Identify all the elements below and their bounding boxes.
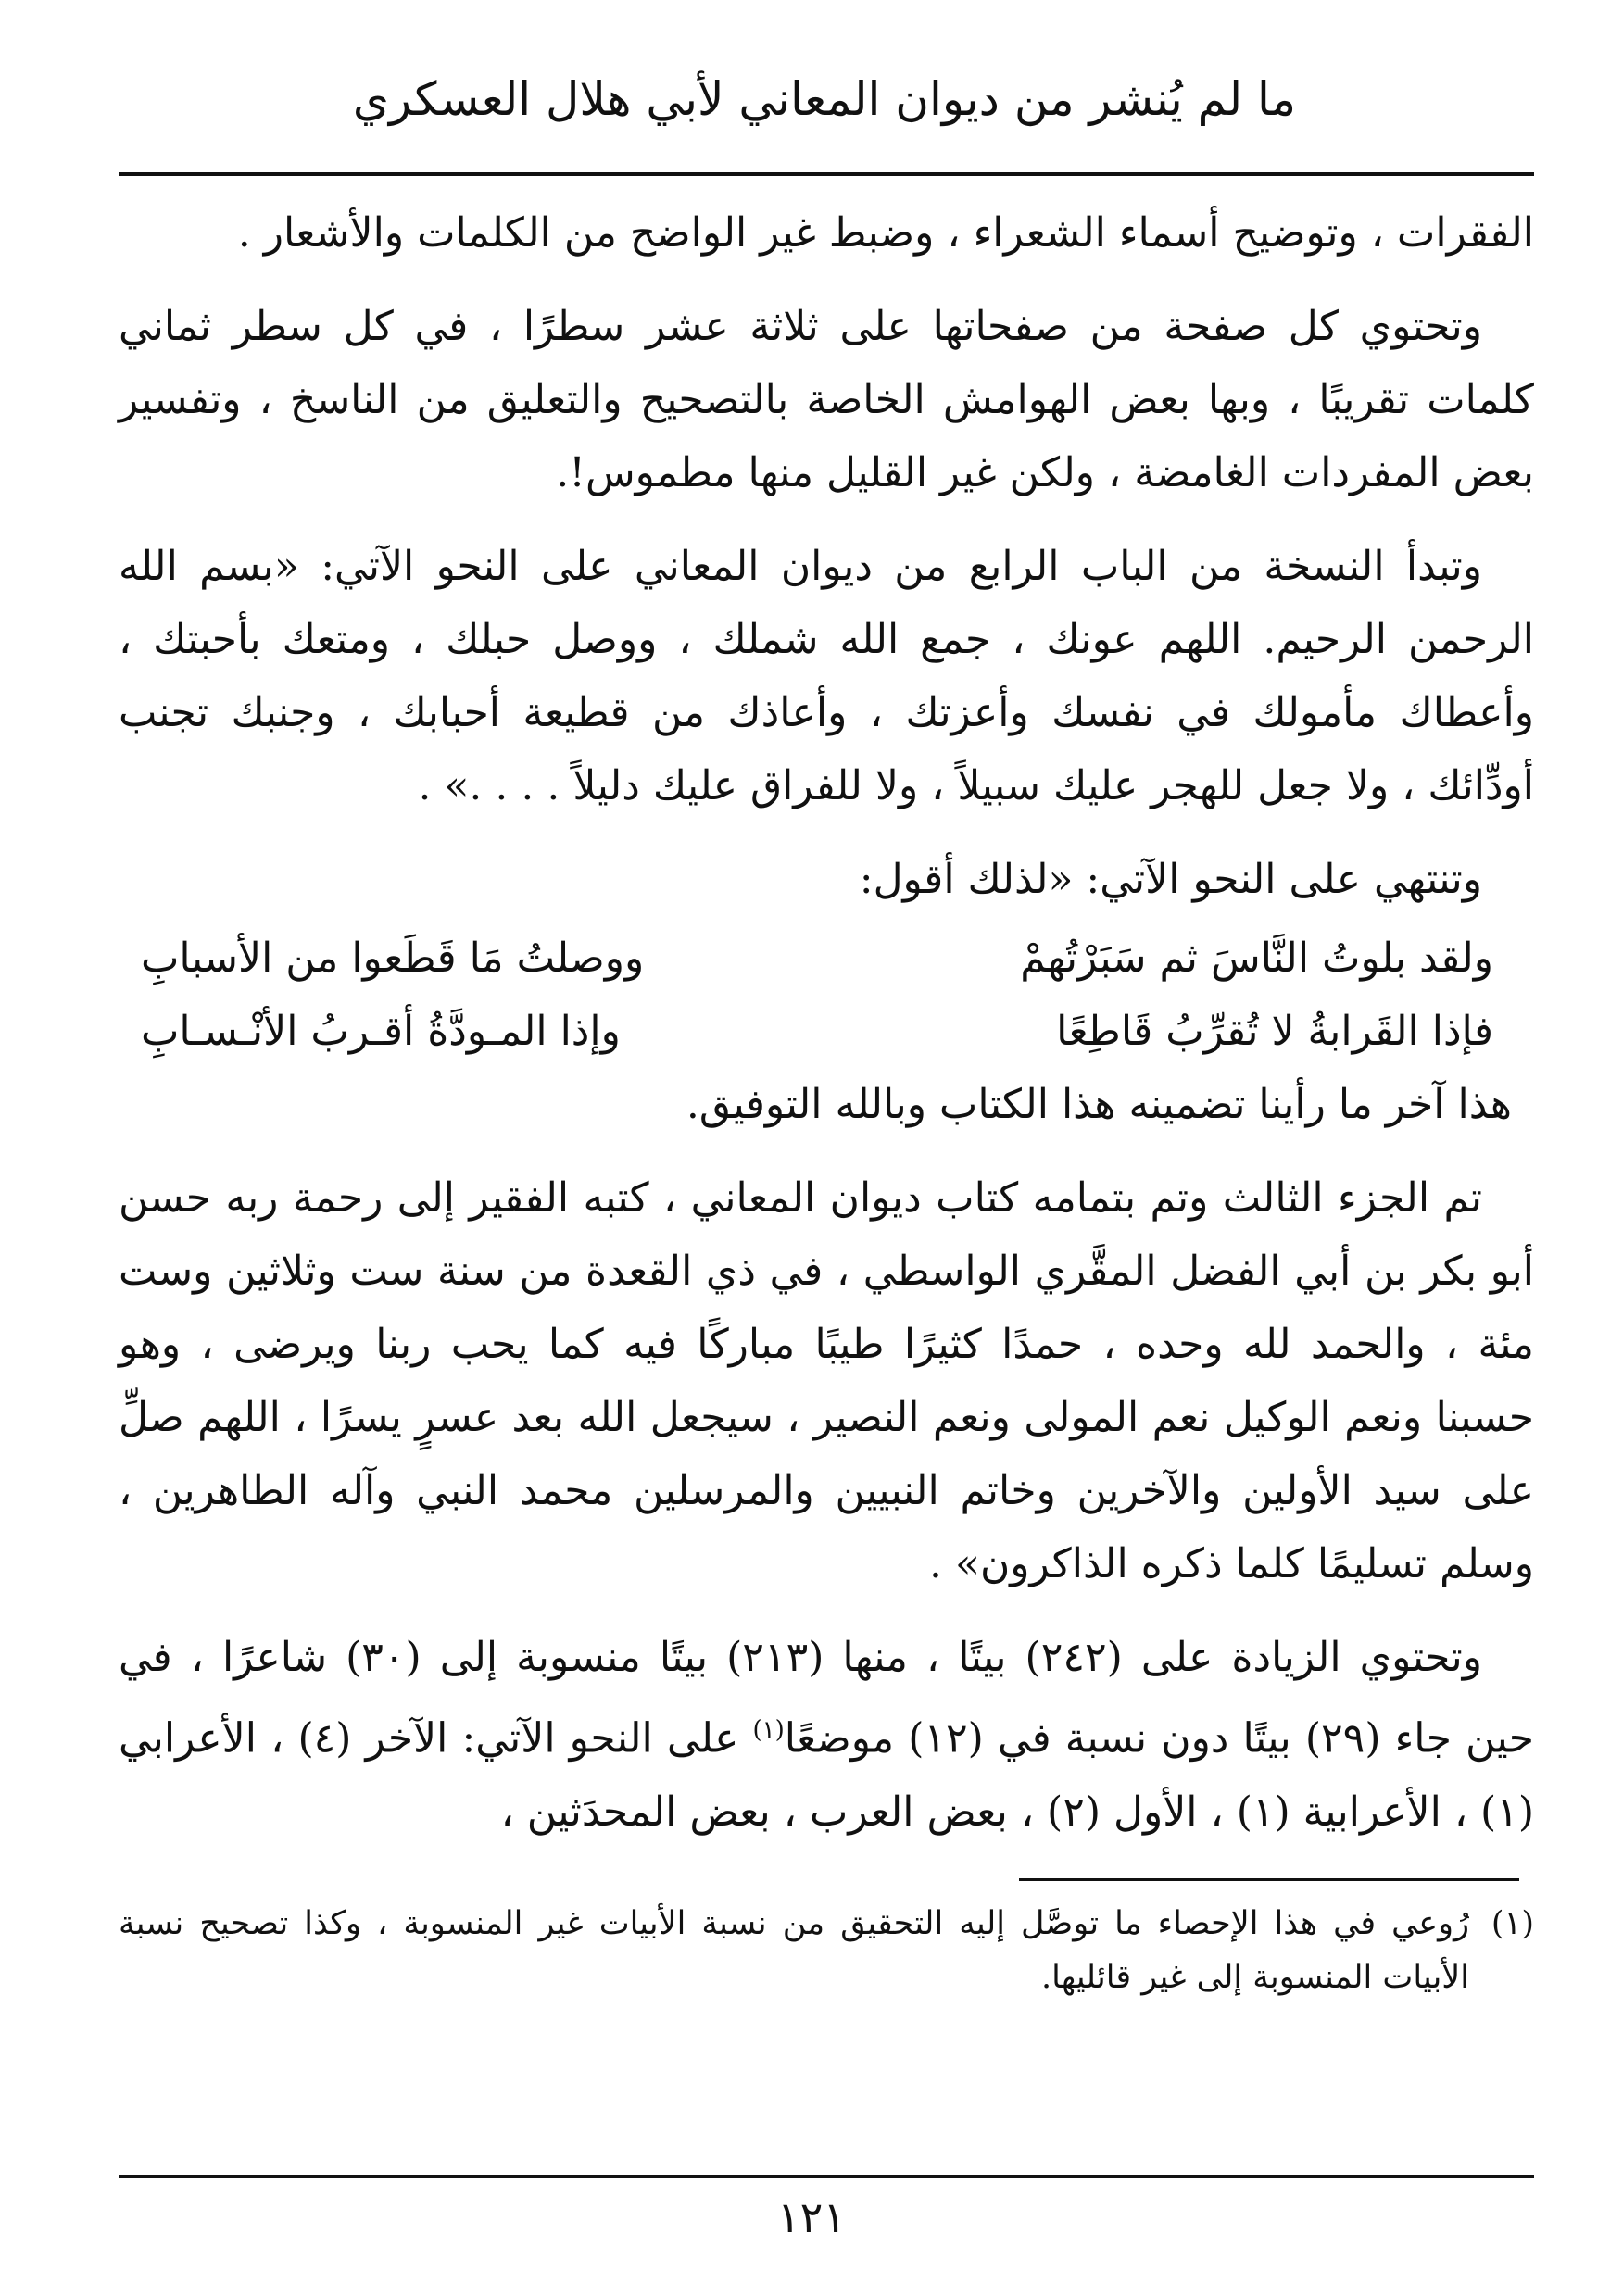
verse-first-hemistich: فإذا القَرابةُ لا تُقرِّبُ قَاطِعًا	[1056, 1008, 1493, 1055]
paragraph-1: الفقرات ، وتوضيح أسماء الشعراء ، وضبط غير الواضح من الكلمات والأشعار .	[237, 209, 1534, 257]
verse-line	[141, 922, 1493, 995]
paragraph-2: وتحتوي كل صفحة من صفحاتها على ثلاثة عشر سطرًا ، في كل سطر ثماني كلمات تقريبًا ، وبها بعض الهوامش الخاصة بالتصحيح والتعليق من الناسخ ، وتفسير بعض المفردات الغامضة ، ولكن غير القليل منها مطموس!.	[119, 303, 1534, 496]
footnote	[119, 1897, 1534, 2004]
footnote-separator	[1019, 1878, 1519, 1881]
verse-first-hemistich: ولقد بلوتُ النَّاسَ ثم سَبَرْتُهمْ	[1020, 935, 1493, 982]
paragraph-7	[119, 1621, 1534, 1849]
header-rule	[119, 172, 1534, 176]
paragraph-4: وتنتهي على النحو الآتي: «لذلك أقول:	[859, 856, 1482, 903]
page-number: ١٢١	[776, 2192, 847, 2242]
paragraph-3: وتبدأ النسخة من الباب الرابع من ديوان المعاني على النحو الآتي: «بسم الله الرحمن الرحيم. اللهم عونك ، جمع الله شملك ، ووصل حبلك ، ومتعك بأحبتك ، وأعطاك مأمولك في نفسك وأعزتك ، وأعاذك من قطيعة أحبابك ، وجنبك تجنب أودِّائك ، ولا جعل للهجر عليك سبيلاً ، ولا للفراق عليك دليلاً . . . .» .	[119, 543, 1534, 809]
paragraph-7-text: وتحتوي الزيادة على (٢٤٢) بيتًا ، منها (٢١٣) بيتًا منسوبة إلى (٣٠) شاعرًا ، في حين جاء (٢٩) بيتًا دون نسبة في (١٢) موضعًا	[119, 1634, 1535, 1763]
paragraph-7-continuation: على النحو الآتي: الآخر (٤) ، الأعرابي (١) ، الأعرابية (١) ، الأول (٢) ، بعض العرب ، بعض المحدَثين ،	[119, 1714, 1534, 1836]
footnote-number: (١)	[1491, 1905, 1534, 1942]
footnote-reference: (١)	[752, 1716, 785, 1744]
verse-second-hemistich: وإذا المـودَّةُ أقـربُ الأنْـسـابِ	[141, 1008, 621, 1055]
paragraph-5: هذا آخر ما رأينا تضمينه هذا الكتاب وبالله التوفيق.	[686, 1081, 1512, 1128]
footnote-text: رُوعي في هذا الإحصاء ما توصَّل إليه التحقيق من نسبة الأبيات غير المنسوبة ، وكذا تصحيح نسبة الأبيات المنسوبة إلى غير قائليها.	[119, 1905, 1469, 1996]
main-text	[119, 196, 1534, 1869]
verse-second-hemistich: ووصلتُ مَا قَطَعوا من الأسبابِ	[141, 935, 645, 982]
paragraph-6: تم الجزء الثالث وتم بتمامه كتاب ديوان المعاني ، كتبه الفقير إلى رحمة ربه حسن أبو بكر بن أبي الفضل المقَّري الواسطي ، في ذي القعدة من سنة ست وثلاثين وست مئة ، والحمد لله وحده ، حمدًا كثيرًا طيبًا مباركًا فيه كما يحب ربنا ويرضى ، وهو حسبنا ونعم الوكيل نعم المولى ونعم النصير ، سيجعل الله بعد عسرٍ يسرًا ، اللهم صلِّ على سيد الأولين والآخرين وخاتم النبيين والمرسلين محمد النبي وآله الطاهرين ، وسلم تسليمًا كلما ذكره الذاكرون» .	[119, 1174, 1534, 1587]
footer-rule	[119, 2175, 1534, 2178]
running-title: ما لم يُنشر من ديوان المعاني لأبي هلال العسكري	[352, 72, 1297, 126]
verse-line	[141, 995, 1493, 1068]
poem	[119, 922, 1534, 1068]
